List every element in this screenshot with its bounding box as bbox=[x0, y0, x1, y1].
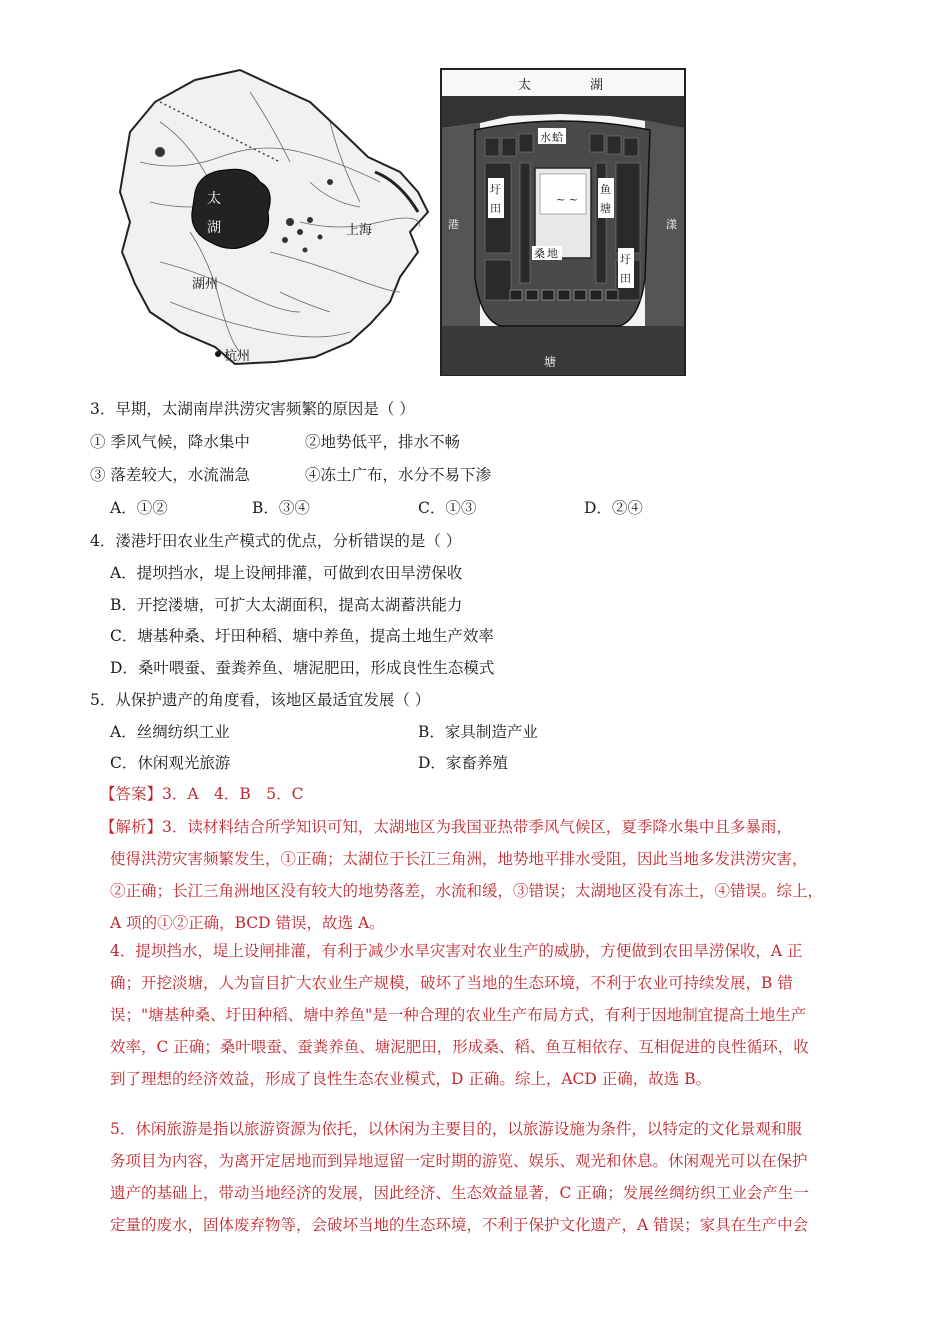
diagram-label-ge: 蛤 bbox=[552, 131, 563, 144]
analysis-q3-line: ②正确；长江三角洲地区没有较大的地势落差，水流和缓，③错误；太湖地区没有冻土，④错误。综上， bbox=[110, 882, 824, 900]
question-3-option-c: C．①③ bbox=[418, 499, 477, 517]
map-label-shanghai: 上海 bbox=[346, 223, 373, 238]
map-label-huzhou: 湖州 bbox=[192, 277, 219, 292]
analysis-q4-line: 误；"塘基种桑、圩田种稻、塘中养鱼"是一种合理的农业生产布局方式，有利于因地制宜提高土地生产 bbox=[110, 1006, 807, 1024]
question-4-option-a: A．提坝挡水，堤上设闸排灌，可做到农田旱涝保收 bbox=[110, 564, 463, 582]
question-4-stem: 4．溇港圩田农业生产模式的优点，分析错误的是（ ） bbox=[90, 532, 462, 550]
question-3-stem: 3．早期，太湖南岸洪涝灾害频繁的原因是（ ） bbox=[90, 400, 415, 418]
question-3-statement-4: ④冻土广布，水分不易下渗 bbox=[305, 466, 492, 484]
question-3-option-d: D．②④ bbox=[584, 499, 643, 517]
question-5-option-b: B．家具制造产业 bbox=[418, 723, 538, 741]
diagram-label-tang-bottom: 塘 bbox=[544, 355, 557, 369]
question-3-statement-3: ③ 落差较大，水流湍急 bbox=[90, 466, 250, 484]
question-4-option-c: C．塘基种桑、圩田种稻、塘中养鱼，提高土地生产效率 bbox=[110, 627, 494, 645]
question-3-option-a: A．①② bbox=[110, 499, 168, 517]
analysis-q5 bbox=[110, 1113, 890, 1241]
diagram-label-tian-right: 田 bbox=[620, 272, 631, 285]
map-label-hangzhou: 杭州 bbox=[224, 349, 251, 364]
question-3-statement-1: ① 季风气候，降水集中 bbox=[90, 433, 250, 451]
map-label-tai: 太 bbox=[207, 191, 221, 207]
diagram-label-wei-left: 圩 bbox=[490, 183, 501, 196]
analysis-q3-line: 【解析】3．读材料结合所学知识可知，太湖地区为我国亚热带季风气候区，夏季降水集中且多暴雨， bbox=[100, 818, 792, 836]
map-label-hu: 湖 bbox=[207, 220, 221, 236]
diagram-label-tang-mid: 塘 bbox=[600, 202, 611, 215]
question-5-option-c: C．休闲观光旅游 bbox=[110, 754, 231, 772]
question-5-stem: 5．从保护遗产的角度看，该地区最适宜发展（ ） bbox=[90, 691, 431, 709]
question-5-option-d: D．家畜养殖 bbox=[418, 754, 508, 772]
diagram-label-sang: 桑 bbox=[534, 247, 545, 260]
analysis-q5-line: 5．休闲旅游是指以旅游资源为依托，以休闲为主要目的，以旅游设施为条件，以特定的文化景观和服 bbox=[110, 1120, 802, 1138]
diagram-label-tian-left: 田 bbox=[490, 202, 501, 215]
question-3-statement-2: ②地势低平，排水不畅 bbox=[305, 433, 461, 451]
diagram-label-yang: 漾 bbox=[666, 218, 677, 231]
analysis-q3 bbox=[100, 811, 890, 939]
diagram-label-di: 地 bbox=[547, 247, 558, 260]
analysis-q4-line: 确；开挖淡塘，人为盲目扩大农业生产规模，破坏了当地的生态环境，不利于农业可持续发展，B 错 bbox=[110, 974, 793, 992]
diagram-label-wei-right: 圩 bbox=[620, 253, 631, 266]
analysis-q5-line: 定量的废水，固体废弃物等，会破坏当地的生态环境，不利于保护文化遗产，A 错误；家具在生产中会 bbox=[110, 1216, 809, 1234]
analysis-q3-line: A 项的①②正确，BCD 错误，故选 A。 bbox=[110, 914, 385, 932]
lougang-polder-diagram bbox=[440, 68, 686, 376]
taihu-region-map bbox=[100, 62, 430, 374]
analysis-q4-line: 效率，C 正确；桑叶喂蚕、蚕粪养鱼、塘泥肥田，形成桑、稻、鱼互相依存、互相促进的良性循环，收 bbox=[110, 1038, 809, 1056]
question-4-option-d: D．桑叶喂蚕、蚕粪养鱼、塘泥肥田，形成良性生态模式 bbox=[110, 659, 495, 677]
analysis-q4-line: 到了理想的经济效益，形成了良性生态农业模式，D 正确。综上，ACD 正确，故选 B。 bbox=[110, 1070, 712, 1088]
analysis-q4-line: 4．提坝挡水，堤上设闸排灌，有利于减少水旱灾害对农业生产的威胁，方便做到农田旱涝保收，A 正 bbox=[110, 942, 803, 960]
diagram-label-shui: 水 bbox=[540, 131, 551, 144]
question-5-option-a: A．丝绸纺织工业 bbox=[110, 723, 230, 741]
diagram-label-hu: 湖 bbox=[590, 78, 604, 93]
diagram-label-tai: 太 bbox=[518, 78, 532, 93]
diagram-label-gang: 港 bbox=[448, 218, 459, 231]
question-3-option-b: B．③④ bbox=[252, 499, 310, 517]
answer-key: 【答案】3．A 4．B 5．C bbox=[100, 785, 304, 803]
analysis-q3-line: 使得洪涝灾害频繁发生，①正确；太湖位于长江三角洲，地势地平排水受阻，因此当地多发洪涝灾害， bbox=[110, 850, 808, 868]
svg-text:~ ~: ~ ~ bbox=[556, 193, 578, 206]
analysis-q4 bbox=[110, 935, 890, 1095]
diagram-label-yu: 鱼 bbox=[600, 183, 611, 196]
analysis-q5-line: 务项目为内容，为离开定居地而到异地逗留一定时期的游览、娱乐、观光和休息。休闲观光可以在保护 bbox=[110, 1152, 808, 1170]
analysis-q5-line: 遗产的基础上，带动当地经济的发展，因此经济、生态效益显著，C 正确；发展丝绸纺织工业会产生一 bbox=[110, 1184, 809, 1202]
question-4-option-b: B．开挖溇塘，可扩大太湖面积，提高太湖蓄洪能力 bbox=[110, 596, 463, 614]
